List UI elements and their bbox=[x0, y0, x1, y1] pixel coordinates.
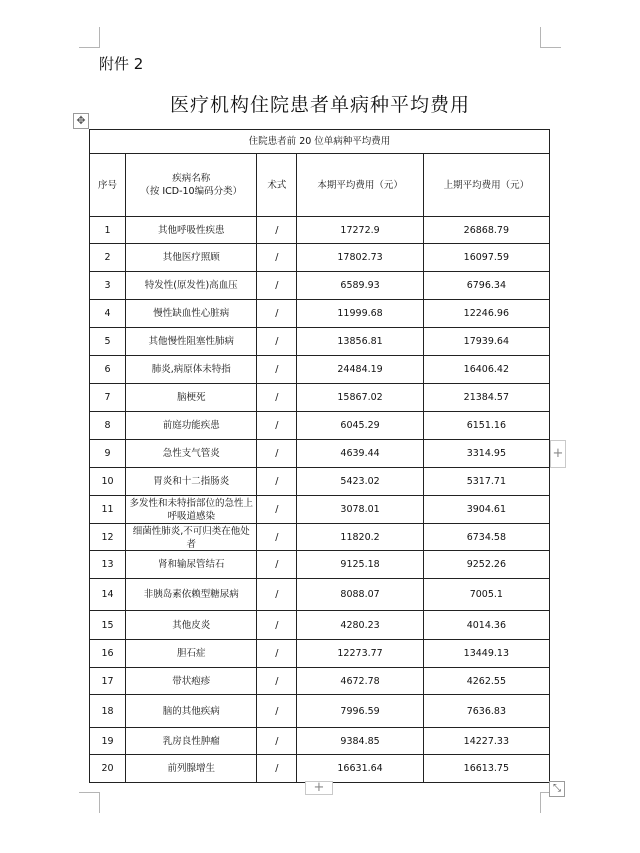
row-current-cost: 4639.44 bbox=[297, 440, 423, 468]
row-index: 5 bbox=[90, 328, 126, 356]
header-disease-name bbox=[126, 154, 257, 217]
row-index: 16 bbox=[90, 640, 126, 668]
table-move-icon[interactable]: ✥ bbox=[73, 113, 89, 129]
row-surgery: / bbox=[257, 524, 297, 551]
row-disease-name: 前庭功能疾患 bbox=[126, 412, 257, 440]
table-row bbox=[90, 300, 550, 328]
row-previous-cost: 6151.16 bbox=[423, 412, 549, 440]
add-column-button[interactable]: + bbox=[550, 440, 566, 468]
header-disease-name-line2: （按 ICD-10编码分类） bbox=[140, 186, 243, 197]
table-row bbox=[90, 384, 550, 412]
row-index: 2 bbox=[90, 244, 126, 272]
table-row bbox=[90, 551, 550, 579]
table-row bbox=[90, 356, 550, 384]
row-disease-name: 肺炎,病原体未特指 bbox=[126, 356, 257, 384]
table-caption-row bbox=[90, 130, 550, 154]
row-previous-cost: 16406.42 bbox=[423, 356, 549, 384]
row-current-cost: 13856.81 bbox=[297, 328, 423, 356]
table-row bbox=[90, 328, 550, 356]
row-surgery: / bbox=[257, 412, 297, 440]
row-previous-cost: 7005.1 bbox=[423, 579, 549, 611]
row-surgery: / bbox=[257, 440, 297, 468]
row-previous-cost: 5317.71 bbox=[423, 468, 549, 496]
row-current-cost: 3078.01 bbox=[297, 496, 423, 524]
row-index: 4 bbox=[90, 300, 126, 328]
row-previous-cost: 17939.64 bbox=[423, 328, 549, 356]
row-surgery: / bbox=[257, 640, 297, 668]
row-disease-name: 其他医疗照顾 bbox=[126, 244, 257, 272]
row-disease-name: 脑梗死 bbox=[126, 384, 257, 412]
row-surgery: / bbox=[257, 579, 297, 611]
row-surgery: / bbox=[257, 728, 297, 755]
row-index: 15 bbox=[90, 611, 126, 640]
table-row bbox=[90, 217, 550, 244]
table-row bbox=[90, 579, 550, 611]
row-disease-name: 乳房良性肿瘤 bbox=[126, 728, 257, 755]
row-previous-cost: 12246.96 bbox=[423, 300, 549, 328]
table-row bbox=[90, 524, 550, 551]
crop-mark-top-right bbox=[540, 27, 561, 48]
row-surgery: / bbox=[257, 668, 297, 695]
row-surgery: / bbox=[257, 468, 297, 496]
row-disease-name: 其他慢性阻塞性肺病 bbox=[126, 328, 257, 356]
table-row bbox=[90, 496, 550, 524]
row-disease-name: 胃炎和十二指肠炎 bbox=[126, 468, 257, 496]
row-index: 3 bbox=[90, 272, 126, 300]
row-previous-cost: 7636.83 bbox=[423, 695, 549, 728]
row-current-cost: 4280.23 bbox=[297, 611, 423, 640]
row-index: 6 bbox=[90, 356, 126, 384]
row-current-cost: 6045.29 bbox=[297, 412, 423, 440]
header-index: 序号 bbox=[90, 154, 126, 217]
table-row bbox=[90, 272, 550, 300]
fees-table bbox=[89, 129, 550, 783]
table-row bbox=[90, 755, 550, 783]
row-index: 20 bbox=[90, 755, 126, 783]
header-current-cost: 本期平均费用（元） bbox=[297, 154, 423, 217]
table-row bbox=[90, 611, 550, 640]
row-disease-name-text: 细菌性肺炎,不可归类在他处者 bbox=[132, 526, 250, 550]
row-previous-cost: 3904.61 bbox=[423, 496, 549, 524]
row-previous-cost: 3314.95 bbox=[423, 440, 549, 468]
row-current-cost: 15867.02 bbox=[297, 384, 423, 412]
row-current-cost: 24484.19 bbox=[297, 356, 423, 384]
row-current-cost: 17802.73 bbox=[297, 244, 423, 272]
row-disease-name bbox=[126, 524, 257, 551]
table-resize-icon[interactable]: ⤡ bbox=[549, 781, 565, 797]
table-row bbox=[90, 640, 550, 668]
crop-mark-bottom-left bbox=[79, 792, 100, 813]
row-index: 18 bbox=[90, 695, 126, 728]
row-index: 14 bbox=[90, 579, 126, 611]
table-row bbox=[90, 244, 550, 272]
row-disease-name-text: 多发性和未特指部位的急性上呼吸道感染 bbox=[129, 498, 253, 522]
attachment-label: 附件 2 bbox=[99, 55, 144, 73]
document-title: 医疗机构住院患者单病种平均费用 bbox=[169, 94, 470, 116]
row-previous-cost: 6796.34 bbox=[423, 272, 549, 300]
row-previous-cost: 6734.58 bbox=[423, 524, 549, 551]
row-previous-cost: 13449.13 bbox=[423, 640, 549, 668]
row-disease-name: 肾和输尿管结石 bbox=[126, 551, 257, 579]
row-current-cost: 12273.77 bbox=[297, 640, 423, 668]
row-current-cost: 6589.93 bbox=[297, 272, 423, 300]
add-row-button[interactable]: + bbox=[305, 781, 333, 795]
row-current-cost: 16631.64 bbox=[297, 755, 423, 783]
row-index: 13 bbox=[90, 551, 126, 579]
crop-mark-top-left bbox=[79, 27, 100, 48]
row-disease-name: 慢性缺血性心脏病 bbox=[126, 300, 257, 328]
row-disease-name: 带状疱疹 bbox=[126, 668, 257, 695]
row-previous-cost: 4262.55 bbox=[423, 668, 549, 695]
table-header-row bbox=[90, 154, 550, 217]
row-surgery: / bbox=[257, 551, 297, 579]
row-previous-cost: 14227.33 bbox=[423, 728, 549, 755]
row-current-cost: 7996.59 bbox=[297, 695, 423, 728]
row-index: 19 bbox=[90, 728, 126, 755]
row-current-cost: 4672.78 bbox=[297, 668, 423, 695]
row-disease-name: 脑的其他疾病 bbox=[126, 695, 257, 728]
row-disease-name: 急性支气管炎 bbox=[126, 440, 257, 468]
row-current-cost: 11999.68 bbox=[297, 300, 423, 328]
row-current-cost: 17272.9 bbox=[297, 217, 423, 244]
row-disease-name: 特发性(原发性)高血压 bbox=[126, 272, 257, 300]
header-previous-cost: 上期平均费用（元） bbox=[423, 154, 549, 217]
row-index: 1 bbox=[90, 217, 126, 244]
row-disease-name: 胆石症 bbox=[126, 640, 257, 668]
row-surgery: / bbox=[257, 244, 297, 272]
row-index: 9 bbox=[90, 440, 126, 468]
row-previous-cost: 21384.57 bbox=[423, 384, 549, 412]
table-row bbox=[90, 412, 550, 440]
row-surgery: / bbox=[257, 384, 297, 412]
row-surgery: / bbox=[257, 328, 297, 356]
row-surgery: / bbox=[257, 695, 297, 728]
row-previous-cost: 16097.59 bbox=[423, 244, 549, 272]
table-row bbox=[90, 728, 550, 755]
table-row bbox=[90, 440, 550, 468]
row-index: 10 bbox=[90, 468, 126, 496]
row-disease-name: 其他呼吸性疾患 bbox=[126, 217, 257, 244]
row-current-cost: 5423.02 bbox=[297, 468, 423, 496]
row-surgery: / bbox=[257, 217, 297, 244]
row-disease-name: 非胰岛素依赖型糖尿病 bbox=[126, 579, 257, 611]
row-index: 17 bbox=[90, 668, 126, 695]
row-index: 11 bbox=[90, 496, 126, 524]
row-previous-cost: 4014.36 bbox=[423, 611, 549, 640]
row-surgery: / bbox=[257, 272, 297, 300]
row-index: 7 bbox=[90, 384, 126, 412]
row-index: 12 bbox=[90, 524, 126, 551]
table-row bbox=[90, 468, 550, 496]
header-disease-name-line1: 疾病名称 bbox=[172, 173, 211, 184]
row-current-cost: 9384.85 bbox=[297, 728, 423, 755]
row-previous-cost: 26868.79 bbox=[423, 217, 549, 244]
row-surgery: / bbox=[257, 356, 297, 384]
row-previous-cost: 9252.26 bbox=[423, 551, 549, 579]
row-current-cost: 8088.07 bbox=[297, 579, 423, 611]
row-surgery: / bbox=[257, 496, 297, 524]
row-index: 8 bbox=[90, 412, 126, 440]
header-surgery: 术式 bbox=[257, 154, 297, 217]
table-row bbox=[90, 668, 550, 695]
row-previous-cost: 16613.75 bbox=[423, 755, 549, 783]
row-disease-name: 前列腺增生 bbox=[126, 755, 257, 783]
row-disease-name bbox=[126, 496, 257, 524]
row-current-cost: 11820.2 bbox=[297, 524, 423, 551]
table-caption: 住院患者前 20 位单病种平均费用 bbox=[90, 130, 550, 154]
row-surgery: / bbox=[257, 300, 297, 328]
row-surgery: / bbox=[257, 755, 297, 783]
row-disease-name: 其他皮炎 bbox=[126, 611, 257, 640]
table-row bbox=[90, 695, 550, 728]
row-current-cost: 9125.18 bbox=[297, 551, 423, 579]
row-surgery: / bbox=[257, 611, 297, 640]
